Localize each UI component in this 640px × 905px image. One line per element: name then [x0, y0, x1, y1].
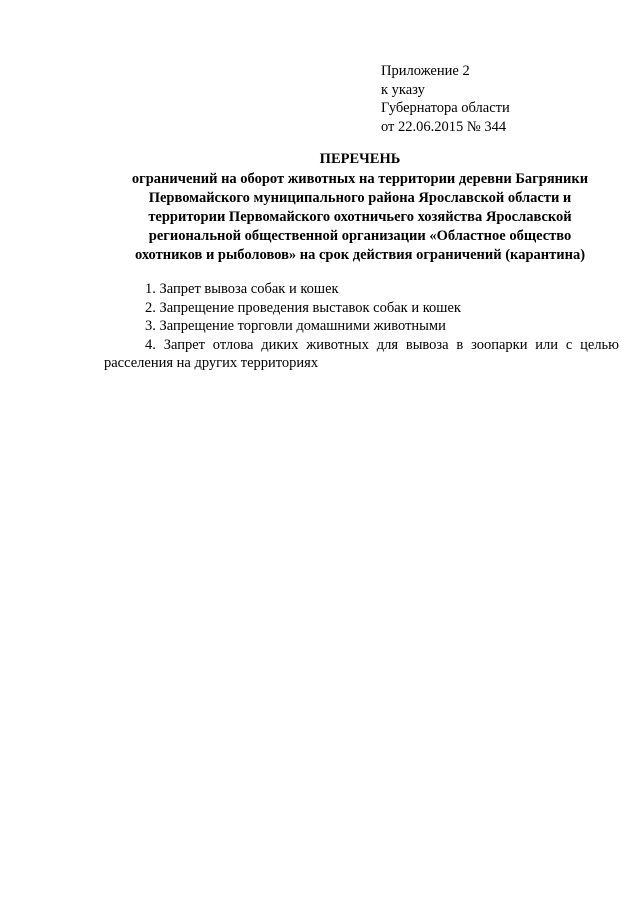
- appendix-note: [381, 62, 510, 136]
- title-line: Первомайского муниципального района Ярославской области и: [148, 190, 572, 206]
- title-line: охотников и рыболовов» на срок действия ограничений (карантина): [134, 247, 586, 263]
- appendix-line: Губернатора области: [381, 100, 510, 117]
- title-line: территории Первомайского охотничьего хозяйства Ярославской: [148, 209, 572, 225]
- list-item: 3. Запрещение торговли домашними животными: [145, 318, 446, 335]
- appendix-line: от 22.06.2015 № 344: [381, 118, 507, 135]
- title-heading: ПЕРЕЧЕНЬ: [319, 151, 401, 167]
- title-line: региональной общественной организации «Областное общество: [148, 228, 572, 244]
- list-item: 4. Запрет отлова диких животных для вывоза в зоопарки или с целью расселения на других территориях: [104, 336, 619, 372]
- list-item: 2. Запрещение проведения выставок собак и кошек: [145, 299, 461, 316]
- title-line: ограничений на оборот животных на территории деревни Багряники: [131, 171, 589, 187]
- restrictions-list: [104, 280, 619, 373]
- appendix-line: к указу: [381, 81, 425, 98]
- list-item: 1. Запрет вывоза собак и кошек: [145, 281, 339, 297]
- appendix-line: Приложение 2: [381, 63, 470, 79]
- document-title: [100, 150, 620, 265]
